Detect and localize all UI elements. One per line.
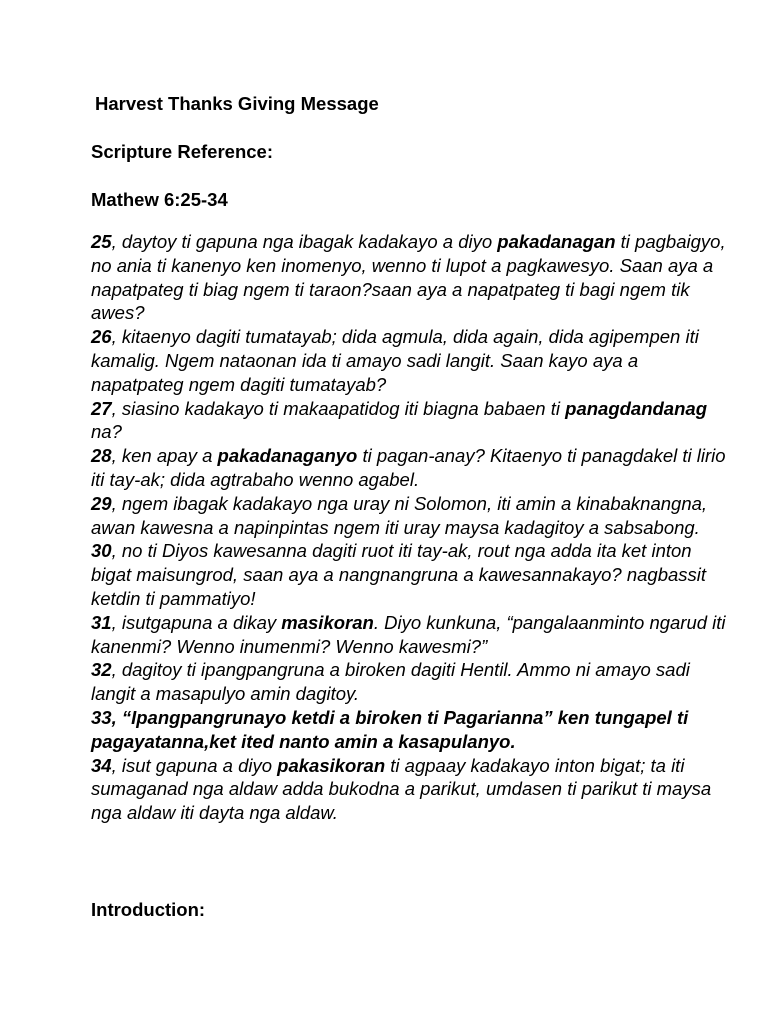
verse-list xyxy=(91,230,731,825)
scripture-heading: Scripture Reference: xyxy=(91,141,273,162)
verse-33 xyxy=(91,706,731,754)
verse-31 xyxy=(91,611,731,659)
verse-text: , no ti Diyos kawesanna dagiti ruot iti tay-ak, rout nga adda ita ket inton bigat maisungrod, saan aya a nangnangruna a kawesannakayo? nagbassit ketdin ti pammatiyo! xyxy=(91,540,707,609)
scripture-reference: Mathew 6:25-34 xyxy=(91,189,228,210)
verse-number: 32 xyxy=(91,659,112,681)
verse-34 xyxy=(91,754,731,825)
verse-number: 31 xyxy=(91,611,112,633)
verse-text: , isutgapuna a dikay xyxy=(111,611,282,633)
verse-emphasis: pakadanaganyo xyxy=(217,445,358,467)
verse-number: 26 xyxy=(91,326,112,348)
verse-text: na? xyxy=(91,421,122,443)
verse-emphasis: pakasikoran xyxy=(277,754,386,776)
verse-29 xyxy=(91,492,731,540)
verse-emphasis: , “Ipangpangrunayo ketdi a biroken ti Pagarianna” ken tungapel ti pagayatanna,ket ited nanto amin a kasapulanyo. xyxy=(91,706,689,752)
verse-number: 34 xyxy=(91,754,112,776)
verse-30 xyxy=(91,539,731,610)
introduction-heading: Introduction: xyxy=(91,899,206,920)
verse-28 xyxy=(91,444,731,492)
verse-text: , isut gapuna a diyo xyxy=(111,754,278,776)
verse-text: , ngem ibagak kadakayo nga uray ni Solomon, iti amin a kinabaknangna, awan kawesna a napinpintas ngem iti uray maysa kadagitoy a sabsabong. xyxy=(91,492,708,538)
verse-emphasis: masikoran xyxy=(281,611,374,633)
verse-emphasis: pakadanagan xyxy=(497,231,616,252)
verse-text: , siasino kadakayo ti makaapatidog iti biagna babaen ti xyxy=(111,397,566,419)
verse-number: 30 xyxy=(91,540,112,562)
document-title: Harvest Thanks Giving Message xyxy=(95,93,379,114)
verse-25 xyxy=(91,230,731,325)
verse-text: ti pagan-anay? Kitaenyo ti panagdakel ti lirio iti tay-ak; dida agtrabaho wenno agabel. xyxy=(91,445,726,490)
verse-number: 25 xyxy=(91,231,112,252)
verse-text: , dagitoy ti ipangpangruna a biroken dagiti Hentil. Ammo ni amayo sadi langit a masapulyo amin dagitoy. xyxy=(91,659,690,705)
verse-number: 28 xyxy=(91,445,112,467)
verse-number: 33 xyxy=(91,706,112,728)
verse-text: . Diyo kunkuna, “pangalaanminto ngarud iti kanenmi? Wenno inumenmi? Wenno kawesmi?” xyxy=(91,611,726,657)
verse-text: ti pagbaigyo, no ania ti kanenyo ken inomenyo, wenno ti lupot a pagkawesyo. Saan aya a napatpateg ti biag ngem ti taraon?saan aya a napatpateg ti bagi ngem tik awes? xyxy=(91,231,726,324)
verse-text: ti agpaay kadakayo inton bigat; ta iti sumaganad nga aldaw adda bukodna a parikut, umdasen ti parikut ti maysa nga aldaw iti dayta nga aldaw. xyxy=(91,754,712,824)
verse-emphasis: panagdandanag xyxy=(565,397,707,419)
verse-text: , kitaenyo dagiti tumatayab; dida agmula, dida again, dida agipempen iti kamalig. Ngem nataonan ida ti amayo sadi langit. Saan kayo aya a napatpateg ngem dagiti tumatayab? xyxy=(91,326,699,395)
verse-text: , daytoy ti gapuna nga ibagak kadakayo a diyo xyxy=(111,231,498,252)
verse-32 xyxy=(91,658,731,706)
verse-text: , ken apay a xyxy=(111,445,218,467)
verse-27 xyxy=(91,397,731,445)
verse-number: 29 xyxy=(91,492,112,514)
verse-number: 27 xyxy=(91,397,112,419)
verse-26 xyxy=(91,325,731,396)
